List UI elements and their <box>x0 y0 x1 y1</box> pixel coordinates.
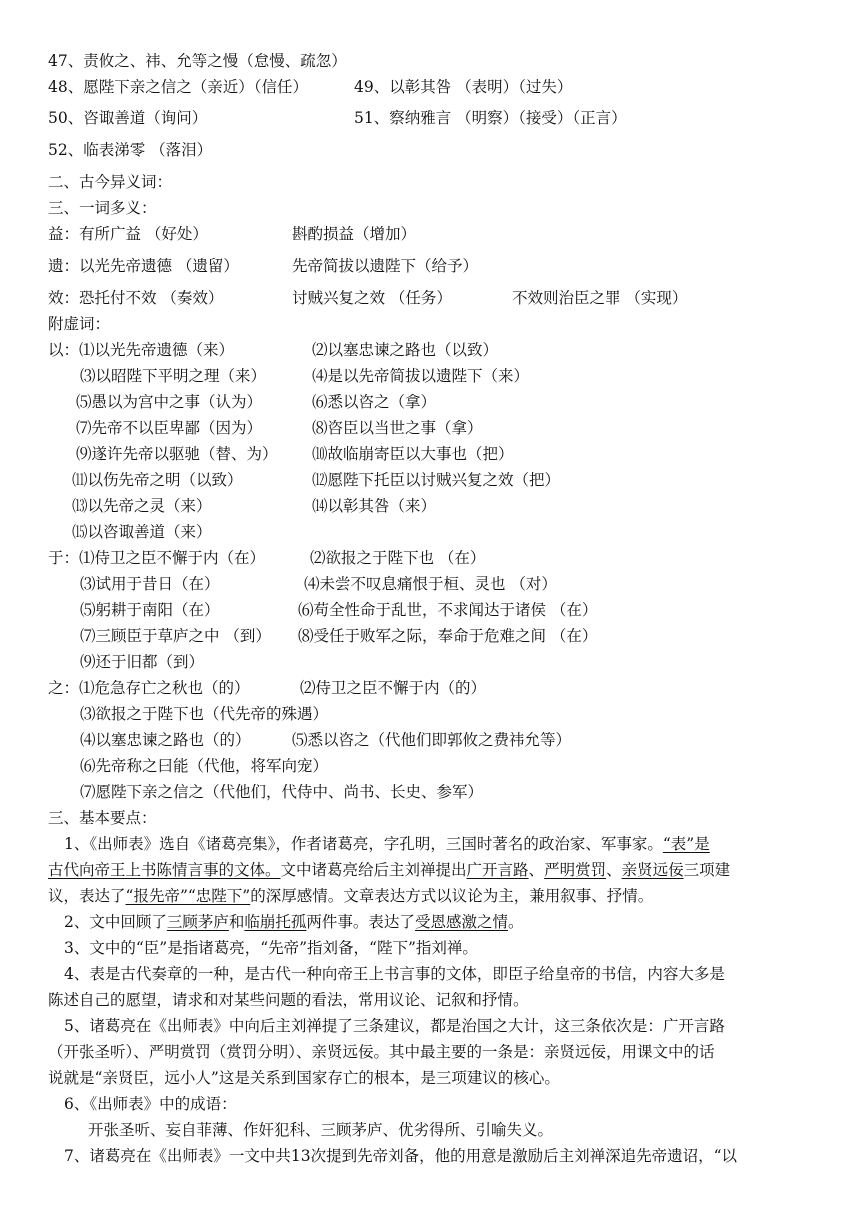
function-word-item: ⑺三顾臣于草庐之中 （到） <box>80 627 271 645</box>
function-word-item: ⑸悉以咨之（代他们即郭攸之费祎允等） <box>292 731 572 749</box>
vocab-item-48: 48、愿陛下亲之信之（亲近）（信任） <box>48 78 308 96</box>
function-word-item: 以：⑴以光先帝遗德（来） <box>48 341 235 359</box>
function-word-item: ⑿愿陛下托臣以讨贼兴复之效（把） <box>312 471 561 489</box>
function-word-item: ⑵欲报之于陛下也 （在） <box>310 549 486 567</box>
key-point-6: 6、《出师表》中的成语： <box>64 1095 237 1113</box>
function-word-item: ⑸躬耕于南阳（在） <box>80 601 220 619</box>
key-point-1-cont: 议，表达了“报先帝”“忠陛下”的深厚感情。文章表达方式以议论为主，兼用叙事、抒情。 <box>48 887 654 905</box>
section-heading: 三、一词多义： <box>48 199 157 217</box>
key-point-2: 2、文中回顾了三顾茅庐和临崩托孤两件事。表达了受恩感激之情。 <box>64 913 524 931</box>
function-word-item: ⑷以塞忠谏之路也（的） <box>80 731 251 749</box>
vocab-item-49: 49、以彰其咎 （表明）（过失） <box>354 78 573 96</box>
polysemy-item: 斟酌损益（增加） <box>292 225 417 243</box>
key-point-5-cont: 说就是“亲贤臣，远小人”这是关系到国家存亡的根本，是三项建议的核心。 <box>48 1069 560 1087</box>
function-word-item: ⑷是以先帝简拔以遗陛下（来） <box>312 367 530 385</box>
function-word-item: ⑺愿陛下亲之信之（代他们，代侍中、尚书、长史、参军） <box>80 783 484 801</box>
function-word-item: ⑹苟全性命于乱世，不求闻达于诸侯 （在） <box>298 601 598 619</box>
function-word-item: ⑹先帝称之曰能（代他，将军向宠） <box>80 757 329 775</box>
function-word-item: 之：⑴危急存亡之秋也（的） <box>48 679 250 697</box>
polysemy-item: 先帝简拔以遗陛下（给予） <box>292 257 479 275</box>
vocab-item-50: 50、咨诹善道（询问） <box>48 109 208 127</box>
function-word-item: ⑻咨臣以当世之事（拿） <box>312 419 483 437</box>
key-point-5: 5、诸葛亮在《出师表》中向后主刘禅提了三条建议，都是治国之大计，这三条依次是：广开言路 <box>64 1017 725 1035</box>
polysemy-item: 不效则治臣之罪 （实现） <box>512 289 688 307</box>
function-word-item: ⑺先帝不以臣卑鄙（因为） <box>76 419 263 437</box>
key-point-4-cont: 陈述自己的愿望，请求和对某些问题的看法，常用议论、记叙和抒情。 <box>48 991 529 1009</box>
vocab-item-47: 47、责攸之、祎、允等之慢（怠慢、疏忽） <box>48 52 347 70</box>
function-word-item: 于：⑴侍卫之臣不懈于内（在） <box>48 549 266 567</box>
function-word-item: ⑸愚以为宫中之事（认为） <box>76 393 263 411</box>
polysemy-item: 讨贼兴复之效 （任务） <box>292 289 452 307</box>
key-point-3: 3、文中的“臣”是指诸葛亮，“先帝”指刘备，“陛下”指刘禅。 <box>64 939 478 957</box>
vocab-item-51: 51、察纳雅言 （明察）（接受）（正言） <box>354 109 627 127</box>
key-point-5-cont: （开张圣听）、严明赏罚（赏罚分明）、亲贤远佞。其中最主要的一条是：亲贤远佞，用课文中的话 <box>48 1043 715 1061</box>
key-point-7: 7、诸葛亮在《出师表》一文中共13次提到先帝刘备，他的用意是激励后主刘禅深追先帝遗诏，“以 <box>64 1147 738 1165</box>
function-word-item: ⑾以伤先帝之明（以致） <box>72 471 243 489</box>
function-word-item: ⑼遂许先帝以驱驰（替、为） <box>76 445 278 463</box>
function-word-item: ⑶试用于昔日（在） <box>80 575 220 593</box>
idiom-list: 开张圣听、妄自菲薄、作奸犯科、三顾茅庐、优劣得所、引喻失义。 <box>88 1121 554 1139</box>
function-word-item: ⑶以昭陛下平明之理（来） <box>80 367 267 385</box>
function-word-item: ⑽故临崩寄臣以大事也（把） <box>312 445 514 463</box>
function-word-item: ⑹悉以咨之（拿） <box>312 393 437 411</box>
section-heading: 二、古今异义词： <box>48 173 173 191</box>
section-heading: 附虚词： <box>48 315 111 333</box>
function-word-item: ⑵以塞忠谏之路也（以致） <box>312 341 499 359</box>
key-point-1: 1、《出师表》选自《诸葛亮集》，作者诸葛亮，字孔明，三国时著名的政治家、军事家。“表”是 <box>64 835 710 853</box>
polysemy-item: 遗：以光先帝遗德 （遗留） <box>48 257 239 275</box>
function-word-item: ⒂以咨诹善道（来） <box>72 523 212 541</box>
polysemy-item: 益：有所广益 （好处） <box>48 225 208 243</box>
function-word-item: ⑶欲报之于陛下也（代先帝的殊遇） <box>80 705 329 723</box>
function-word-item: ⒁以彰其咎（来） <box>312 497 437 515</box>
function-word-item: ⒀以先帝之灵（来） <box>72 497 212 515</box>
key-point-4: 4、表是古代奏章的一种，是古代一种向帝王上书言事的文体，即臣子给皇帝的书信，内容大多是 <box>64 965 725 983</box>
function-word-item: ⑼还于旧都（到） <box>80 653 205 671</box>
function-word-item: ⑷未尝不叹息痛恨于桓、灵也 （对） <box>304 575 557 593</box>
vocab-item-52: 52、临表涕零 （落泪） <box>48 141 213 159</box>
section-heading: 三、基本要点： <box>48 809 157 827</box>
function-word-item: ⑻受任于败军之际，奉命于危难之间 （在） <box>298 627 598 645</box>
polysemy-item: 效：恐托付不效 （奏效） <box>48 289 224 307</box>
key-point-1-cont: 古代向帝王上书陈情言事的文体。文中诸葛亮给后主刘禅提出广开言路、严明赏罚、亲贤远佞三项建 <box>48 861 731 879</box>
function-word-item: ⑵侍卫之臣不懈于内（的） <box>300 679 487 697</box>
